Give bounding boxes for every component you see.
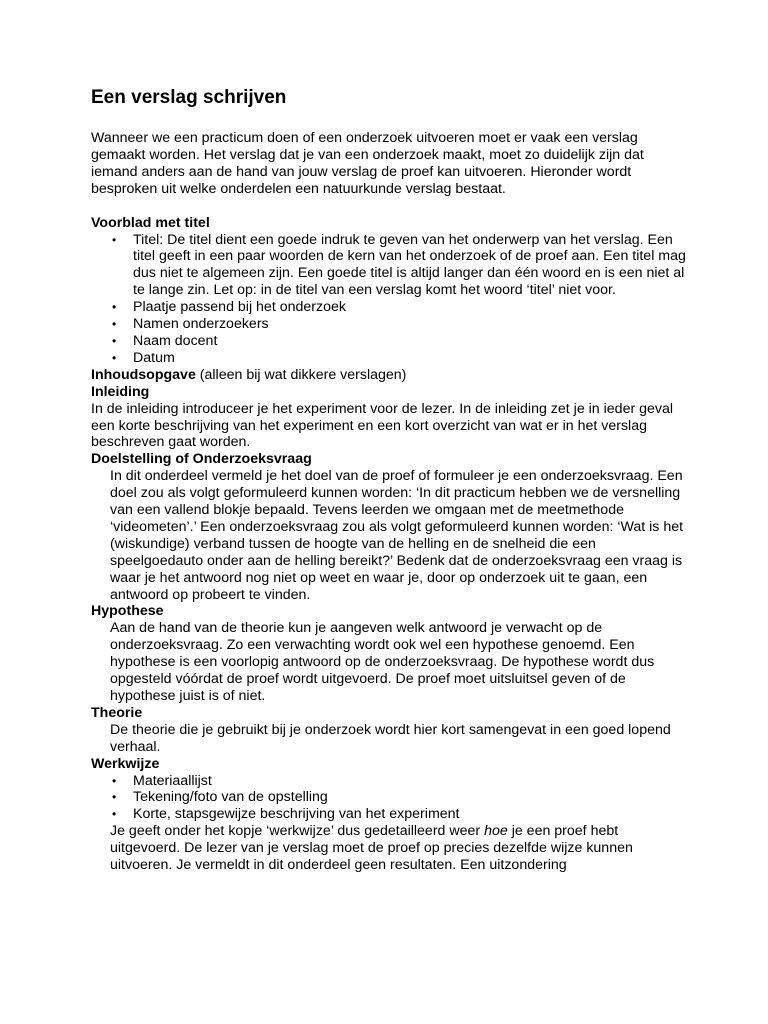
section-heading-hypothese: Hypothese [91, 603, 164, 620]
section-theorie [91, 705, 691, 756]
section-heading-theorie: Theorie [91, 704, 143, 721]
hypothese-text: Aan de hand van de theorie kun je aangeven welk antwoord je verwacht op de onderzoeksvraag. Zo een verwachting wordt ook wel een hypothese genoemd. Een hypothese is een voorlopig antwoord op de onderzoeksvraag. De hypothese wordt dus opgesteld vóórdat de proef wordt uitgevoerd. De proef moet uitsluitsel geven of de hypothese juist is of niet. [110, 620, 655, 704]
bullet-icon: • [112, 333, 117, 348]
bullet-icon: • [112, 790, 117, 805]
bullet-icon: • [112, 807, 117, 822]
list-item [91, 789, 691, 806]
list-item [91, 350, 691, 367]
list-item [91, 299, 691, 316]
bullet-icon: • [112, 317, 117, 332]
list-item-text: Plaatje passend bij het onderzoek [133, 299, 346, 316]
list-item-text: Datum [133, 349, 175, 366]
list-item [91, 806, 691, 823]
list-item [91, 333, 691, 350]
bullet-icon: • [112, 350, 117, 365]
list-item-text: Titel: De titel dient een goede indruk te geven van het onderwerp van het verslag. Een titel geeft in een paar woorden de kern van het onderzoek of de proef aan. Een titel mag dus niet te algemeen zijn. Een goede titel is altijd langer dan één woord en is een niet al te lange zin. Let op: in de titel van een verslag komt het woord ‘titel’ niet voor. [133, 231, 686, 299]
document-title: Een verslag schrijven [91, 87, 287, 108]
section-werkwijze [91, 756, 691, 874]
section-doelstelling [91, 451, 691, 603]
list-item-text: Tekening/foto van de opstelling [133, 789, 328, 806]
voorblad-list [91, 232, 691, 367]
werkwijze-text-emphasis: hoe [484, 823, 508, 840]
section-voorblad [91, 215, 691, 367]
list-item [91, 232, 691, 300]
section-inleiding [91, 384, 691, 452]
werkwijze-text-start: Je geeft onder het kopje ‘werkwijze’ dus gedetailleerd weer [110, 823, 485, 840]
list-item-text: Naam docent [133, 332, 218, 349]
doelstelling-text: In dit onderdeel vermeld je het doel van de proef of formuleer je een onderzoeksvraag. Een doel zou als volgt geformuleerd kunnen worden: ‘In dit practicum hebben we de versnelling van een vallend blokje bepaald. Tevens leerden we omgaan met de meetmethode ‘videometen’.’ Een onderzoeksvraag zou als volgt geformuleerd kunnen worden: ‘Wat is het (wiskundige) verband tussen de hoogte van de helling en de snelheid die een speelgoedauto onder aan de helling bereikt?’ Bedenk dat de onderzoeksvraag een vraag is waar je het antwoord nog niet op weet en waar je, door op onderzoek uit te gaan, een antwoord op probeert te vinden. [110, 468, 684, 603]
inhoudsopgave-label: Inhoudsopgave [91, 366, 196, 383]
section-heading-doelstelling: Doelstelling of Onderzoeksvraag [91, 451, 312, 468]
list-item [91, 316, 691, 333]
document-page [91, 86, 691, 874]
werkwijze-text-end: je een proef hebt uitgevoerd. De lezer van je verslag moet de proef op precies dezelfde wijze kunnen uitvoeren. Je vermeldt in dit onderdeel geen resultaten. Een uitzondering [110, 823, 633, 874]
inhoudsopgave-note: (alleen bij wat dikkere verslagen) [195, 366, 407, 383]
bullet-icon: • [112, 300, 117, 315]
bullet-icon: • [112, 232, 117, 247]
inleiding-text: In de inleiding introduceer je het experiment voor de lezer. In de inleiding zet je in ieder geval een korte beschrijving van het experiment en een kort overzicht van wat er in het verslag beschreven gaat worden. [91, 400, 674, 451]
list-item-text: Materiaallijst [133, 772, 212, 789]
section-hypothese [91, 603, 691, 704]
section-heading-inleiding: Inleiding [91, 383, 150, 400]
werkwijze-list [91, 773, 691, 824]
werkwijze-text [91, 823, 691, 874]
intro-paragraph: Wanneer we een practicum doen of een onderzoek uitvoeren moet er vaak een verslag gemaakt worden. Het verslag dat je van een onderzoek maakt, moet zo duidelijk zijn dat iemand anders aan de hand van jouw verslag de proef kan uitvoeren. Hieronder wordt besproken uit welke onderdelen een natuurkunde verslag bestaat. [91, 130, 644, 197]
list-item-text: Korte, stapsgewijze beschrijving van het experiment [133, 806, 460, 823]
section-heading-werkwijze: Werkwijze [91, 755, 160, 772]
list-item-text: Namen onderzoekers [133, 316, 269, 333]
section-heading-inhoudsopgave [91, 367, 691, 384]
list-item [91, 773, 691, 790]
theorie-text: De theorie die je gebruikt bij je onderzoek wordt hier kort samengevat in een goed lopend verhaal. [110, 721, 671, 755]
bullet-icon: • [112, 773, 117, 788]
section-heading-voorblad: Voorblad met titel [91, 214, 210, 231]
